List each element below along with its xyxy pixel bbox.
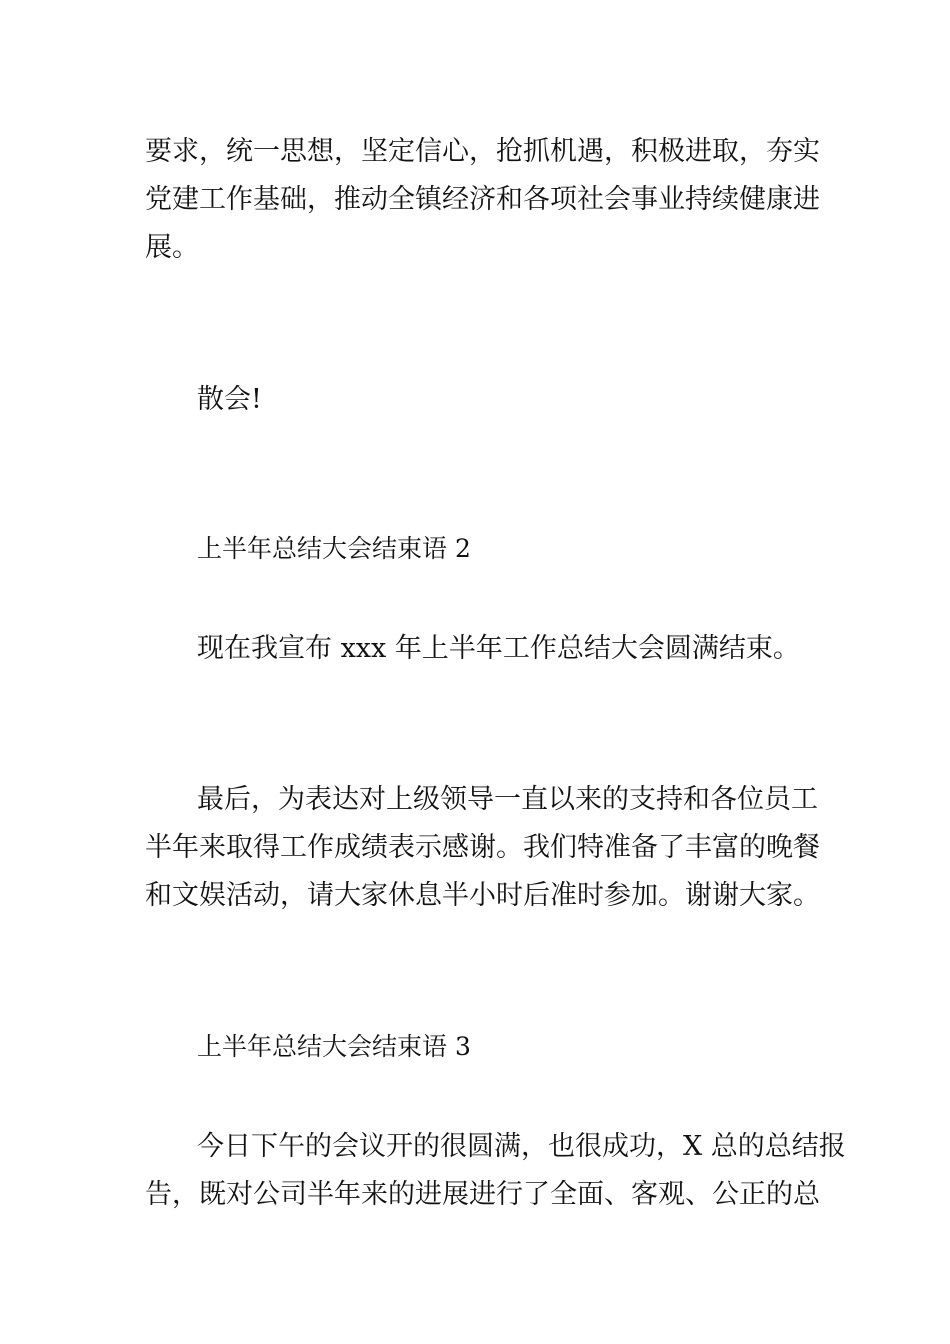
paragraph-line: 现在我宣布 xxx 年上半年工作总结大会圆满结束。 — [197, 633, 800, 664]
paragraph-line: 展。 — [145, 232, 199, 263]
paragraph-line: 半年来取得工作成绩表示感谢。我们特准备了丰富的晚餐 — [145, 832, 820, 863]
section-heading: 上半年总结大会结束语 3 — [197, 1032, 471, 1061]
closing-remark: 散会! — [197, 384, 262, 415]
paragraph-line: 最后，为表达对上级领导一直以来的支持和各位员工 — [197, 784, 818, 815]
section-heading: 上半年总结大会结束语 2 — [197, 534, 471, 563]
paragraph-line: 今日下午的会议开的很圆满，也很成功，X 总的总结报 — [197, 1131, 846, 1162]
paragraph-line: 党建工作基础，推动全镇经济和各项社会事业持续健康进 — [145, 184, 820, 215]
paragraph-line: 告，既对公司半年来的进展进行了全面、客观、公正的总 — [145, 1179, 820, 1210]
paragraph-line: 和文娱活动，请大家休息半小时后准时参加。谢谢大家。 — [145, 880, 820, 911]
paragraph-line: 要求，统一思想，坚定信心，抢抓机遇，积极进取，夯实 — [145, 136, 820, 167]
